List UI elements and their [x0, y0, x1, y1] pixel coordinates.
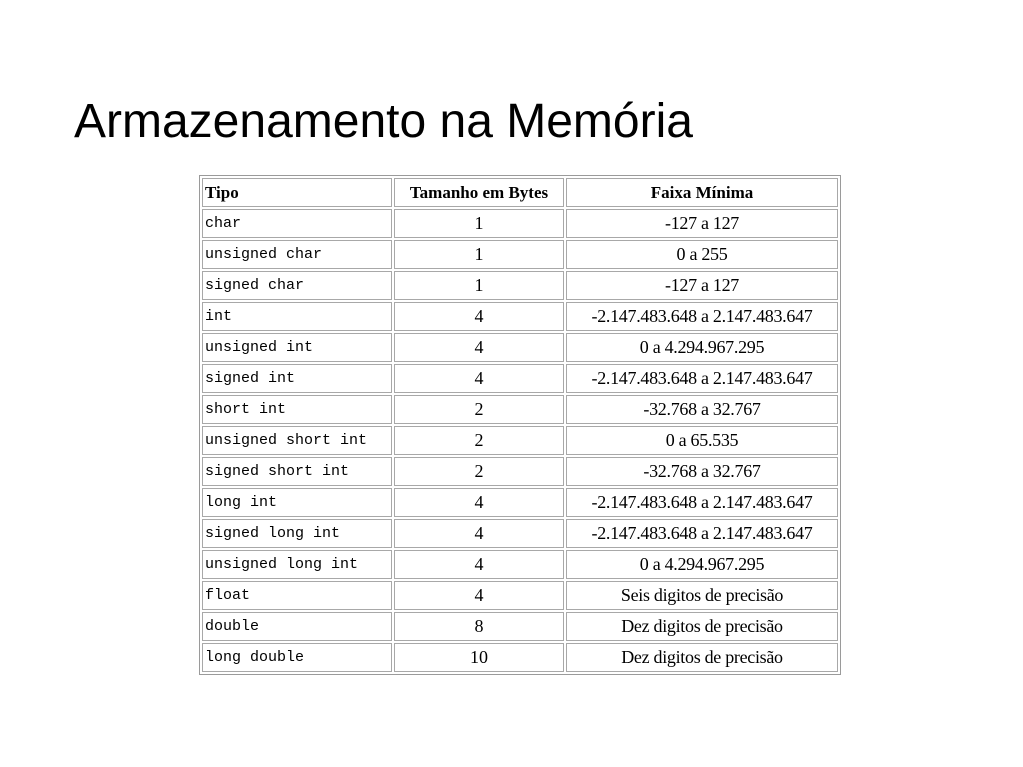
- table-row: [202, 612, 838, 641]
- data-types-table: [199, 175, 841, 675]
- cell-bytes: 2: [394, 426, 564, 455]
- cell-faixa: 0 a 255: [566, 240, 838, 269]
- header-tipo: Tipo: [202, 178, 392, 207]
- table-row: [202, 643, 838, 672]
- cell-bytes: 10: [394, 643, 564, 672]
- cell-bytes: 1: [394, 209, 564, 238]
- cell-tipo: signed int: [202, 364, 392, 393]
- cell-tipo: unsigned char: [202, 240, 392, 269]
- cell-tipo: unsigned int: [202, 333, 392, 362]
- cell-faixa: 0 a 4.294.967.295: [566, 550, 838, 579]
- cell-faixa: 0 a 65.535: [566, 426, 838, 455]
- cell-bytes: 1: [394, 271, 564, 300]
- cell-faixa: -2.147.483.648 a 2.147.483.647: [566, 488, 838, 517]
- table-header-row: [202, 178, 838, 207]
- header-faixa-minima: Faixa Mínima: [566, 178, 838, 207]
- cell-faixa: 0 a 4.294.967.295: [566, 333, 838, 362]
- cell-bytes: 2: [394, 395, 564, 424]
- table-row: [202, 271, 838, 300]
- cell-faixa: Dez digitos de precisão: [566, 612, 838, 641]
- cell-faixa: -127 a 127: [566, 271, 838, 300]
- cell-bytes: 2: [394, 457, 564, 486]
- cell-tipo: short int: [202, 395, 392, 424]
- cell-tipo: double: [202, 612, 392, 641]
- cell-bytes: 4: [394, 364, 564, 393]
- slide-title: Armazenamento na Memória: [74, 95, 693, 148]
- cell-faixa: -32.768 a 32.767: [566, 395, 838, 424]
- cell-faixa: -2.147.483.648 a 2.147.483.647: [566, 519, 838, 548]
- cell-tipo: long double: [202, 643, 392, 672]
- cell-bytes: 8: [394, 612, 564, 641]
- header-tamanho-em-bytes: Tamanho em Bytes: [394, 178, 564, 207]
- cell-tipo: long int: [202, 488, 392, 517]
- table-row: [202, 302, 838, 331]
- table-row: [202, 457, 838, 486]
- table-row: [202, 550, 838, 579]
- cell-faixa: -32.768 a 32.767: [566, 457, 838, 486]
- cell-tipo: unsigned short int: [202, 426, 392, 455]
- cell-bytes: 4: [394, 333, 564, 362]
- cell-faixa: Dez digitos de precisão: [566, 643, 838, 672]
- table-row: [202, 581, 838, 610]
- cell-tipo: float: [202, 581, 392, 610]
- table-row: [202, 333, 838, 362]
- cell-faixa: -2.147.483.648 a 2.147.483.647: [566, 302, 838, 331]
- cell-bytes: 4: [394, 519, 564, 548]
- cell-tipo: int: [202, 302, 392, 331]
- cell-faixa: -2.147.483.648 a 2.147.483.647: [566, 364, 838, 393]
- table-row: [202, 240, 838, 269]
- cell-faixa: Seis digitos de precisão: [566, 581, 838, 610]
- cell-bytes: 4: [394, 550, 564, 579]
- table-row: [202, 426, 838, 455]
- table-row: [202, 488, 838, 517]
- cell-faixa: -127 a 127: [566, 209, 838, 238]
- cell-tipo: unsigned long int: [202, 550, 392, 579]
- table-row: [202, 395, 838, 424]
- cell-tipo: signed char: [202, 271, 392, 300]
- cell-bytes: 4: [394, 302, 564, 331]
- cell-bytes: 4: [394, 581, 564, 610]
- data-types-table-container: [199, 175, 841, 675]
- table-row: [202, 209, 838, 238]
- cell-tipo: signed short int: [202, 457, 392, 486]
- cell-bytes: 1: [394, 240, 564, 269]
- table-row: [202, 364, 838, 393]
- cell-tipo: char: [202, 209, 392, 238]
- cell-tipo: signed long int: [202, 519, 392, 548]
- cell-bytes: 4: [394, 488, 564, 517]
- table-row: [202, 519, 838, 548]
